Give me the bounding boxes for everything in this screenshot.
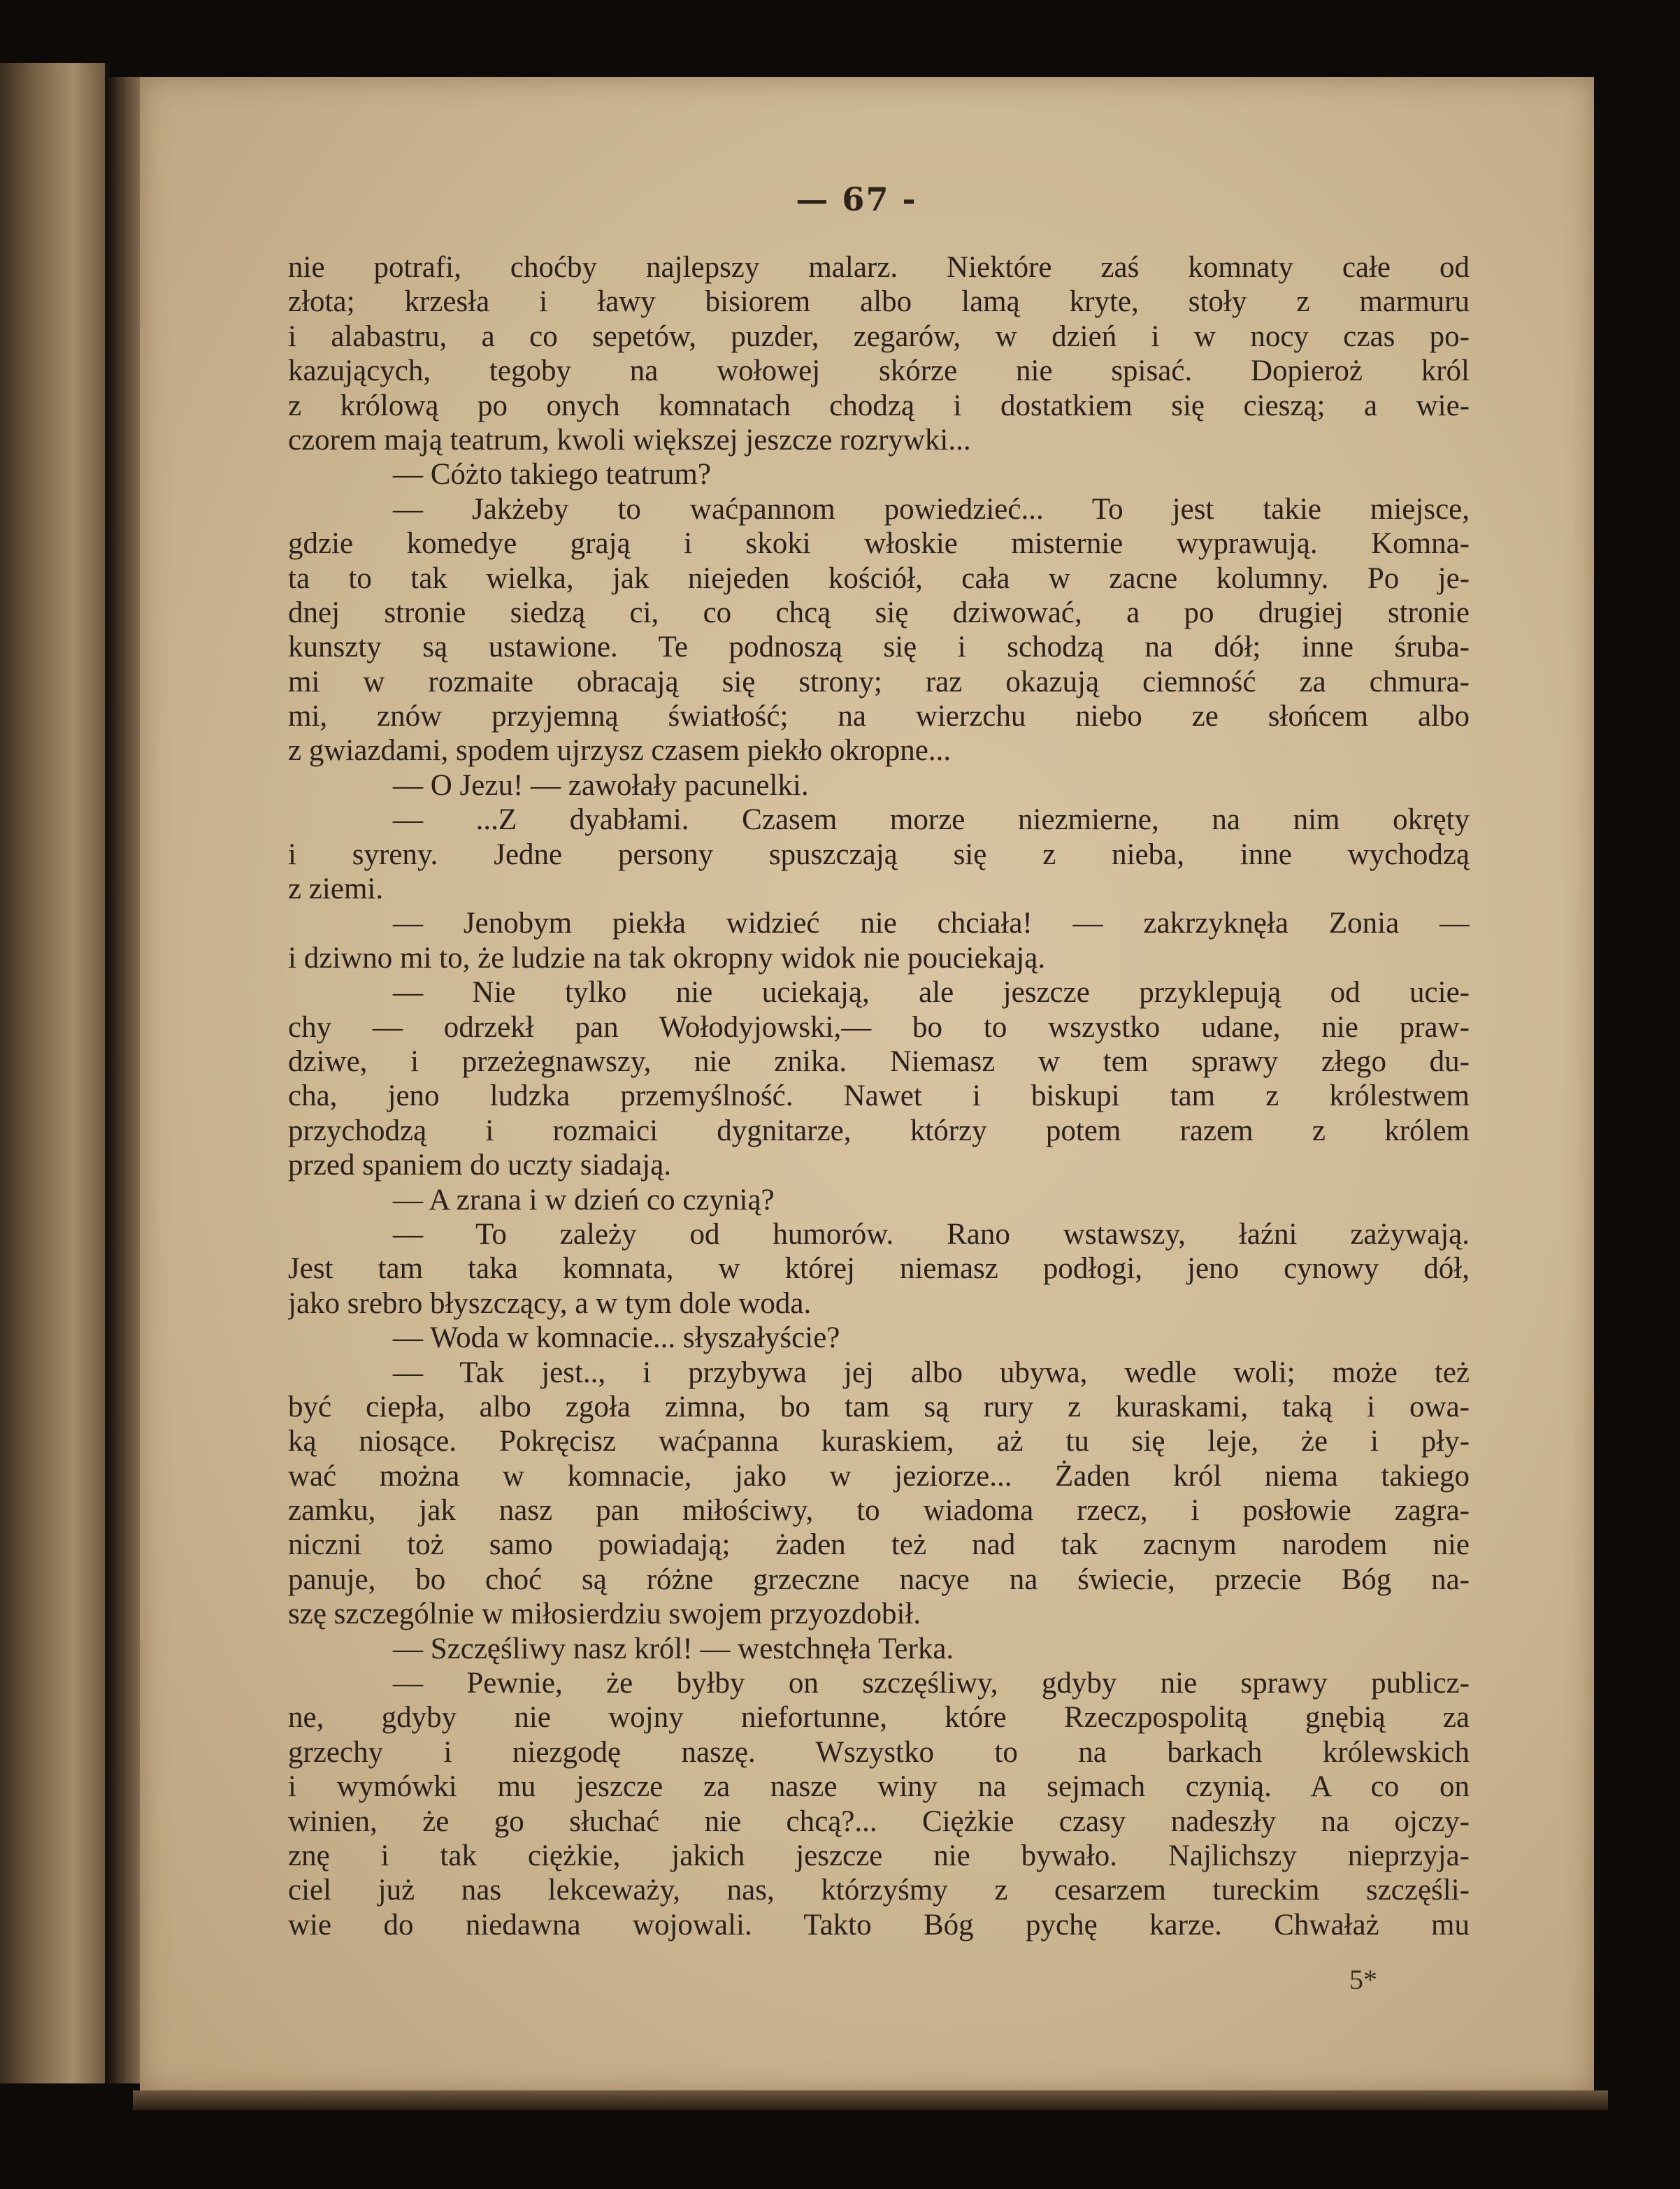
- text-line: i syreny. Jedne persony spuszczają się z nieba, inne wychodzą: [288, 838, 1470, 871]
- text-line: przychodzą i rozmaici dygnitarze, którzy potem razem z królem: [288, 1114, 1470, 1147]
- text-line: — Pewnie, że byłby on szczęśliwy, gdyby nie sprawy publicz-: [393, 1667, 1470, 1700]
- text-line: dziwe, i przeżegnawszy, nie znika. Niemasz w tem sprawy złego du-: [288, 1045, 1470, 1078]
- text-line: — To zależy od humorów. Rano wstawszy, łaźni zażywają.: [393, 1217, 1470, 1251]
- text-line: — Szczęśliwy nasz król! — westchnęła Terka.: [393, 1632, 954, 1665]
- text-line: mi, znów przyjemną światłość; na wierzchu niebo ze słońcem albo: [288, 700, 1470, 733]
- text-line: — Cóżto takiego teatrum?: [393, 458, 711, 491]
- text-line: i dziwno mi to, że ludzie na tak okropny widok nie pouciekają.: [288, 941, 1046, 975]
- text-line: ta to tak wielka, jak niejeden kościół, cała w zacne kolumny. Po je-: [288, 561, 1470, 595]
- text-line: — Woda w komnacie... słyszałyście?: [393, 1321, 840, 1355]
- text-line: nie potrafi, choćby najlepszy malarz. Niektóre zaś komnaty całe od: [288, 251, 1470, 284]
- text-line: dnej stronie siedzą ci, co chcą się dziwować, a po drugiej stronie: [288, 596, 1470, 629]
- text-line: ciel już nas lekceważy, nas, którzyśmy z cesarzem tureckim szczęśli-: [288, 1874, 1470, 1907]
- page-bottom-edge: [133, 2090, 1608, 2110]
- text-line: i alabastru, a co sepetów, puzder, zegarów, w dzień i w nocy czas po-: [288, 320, 1470, 353]
- text-line: gdzie komedye grają i skoki włoskie misternie wyprawują. Komna-: [288, 527, 1470, 561]
- text-line: — A zrana i w dzień co czynią?: [393, 1183, 775, 1216]
- body-text: [288, 250, 1470, 1942]
- signature-mark: 5*: [1349, 1964, 1377, 1995]
- text-line: ką niosące. Pokręcisz waćpanna kuraskiem, aż tu się leje, że i pły-: [288, 1425, 1470, 1458]
- text-line: czorem mają teatrum, kwoli większej jeszcze rozrywki...: [288, 423, 971, 457]
- text-line: — Jenobym piekła widzieć nie chciała! — zakrzyknęła Zonia —: [393, 907, 1470, 940]
- text-line: cha, jeno ludzka przemyślność. Nawet i biskupi tam z królestwem: [288, 1079, 1470, 1113]
- text-line: jako srebro błyszczący, a w tym dole woda.: [288, 1286, 812, 1320]
- text-line: i wymówki mu jeszcze za nasze winy na sejmach czynią. A co on: [288, 1770, 1470, 1804]
- text-line: przed spaniem do uczty siadają.: [288, 1149, 672, 1182]
- text-line: zamku, jak nasz pan miłościwy, to wiadoma rzecz, i posłowie zagra-: [288, 1494, 1470, 1528]
- text-line: chy — odrzekł pan Wołodyjowski,— bo to wszystko udane, nie praw-: [288, 1010, 1470, 1044]
- text-line: z królową po onych komnatach chodzą i dostatkiem się cieszą; a wie-: [288, 389, 1470, 422]
- text-line: znę i tak ciężkie, jakich jeszcze nie bywało. Najlichszy nieprzyja-: [288, 1839, 1470, 1872]
- text-line: z ziemi.: [288, 873, 384, 906]
- text-line: — Nie tylko nie uciekają, ale jeszcze przyklepują od ucie-: [393, 976, 1470, 1010]
- text-line: wać można w komnacie, jako w jeziorze... Żaden król niema takiego: [288, 1459, 1470, 1493]
- text-line: mi w rozmaite obracają się strony; raz okazują ciemność za chmura-: [288, 665, 1470, 698]
- page-number: — 67 -: [796, 180, 917, 218]
- text-line: — ...Z dyabłami. Czasem morze niezmierne, na nim okręty: [393, 803, 1470, 837]
- text-line: Jest tam taka komnata, w której niemasz podłogi, jeno cynowy dół,: [288, 1252, 1470, 1286]
- text-line: winien, że go słuchać nie chcą?... Ciężkie czasy nadeszły na ojczy-: [288, 1804, 1470, 1838]
- text-line: grzechy i niezgodę naszę. Wszystko to na barkach królewskich: [288, 1735, 1470, 1769]
- text-line: panuje, bo choć są różne grzeczne nacye na świecie, przecie Bóg na-: [288, 1563, 1470, 1596]
- text-line: — O Jezu! — zawołały pacunelki.: [393, 768, 809, 802]
- text-line: — Jakżeby to waćpannom powiedzieć... To jest takie miejsce,: [393, 492, 1470, 526]
- text-line: szę szczególnie w miłosierdziu swojem przyozdobił.: [288, 1598, 921, 1631]
- text-line: złota; krzesła i ławy bisiorem albo lamą kryte, stoły z marmuru: [288, 285, 1470, 319]
- text-line: kazujących, tegoby na wołowej skórze nie spisać. Dopieroż król: [288, 354, 1470, 388]
- text-line: wie do niedawna wojowali. Takto Bóg pychę karze. Chwałaż mu: [288, 1908, 1470, 1942]
- text-line: kunszty są ustawione. Te podnoszą się i schodzą na dół; inne śruba-: [288, 631, 1470, 664]
- text-line: ne, gdyby nie wojny niefortunne, które Rzeczpospolitą gnębią za: [288, 1701, 1470, 1735]
- text-line: być ciepła, albo zgoła zimna, bo tam są rury z kuraskami, taką i owa-: [288, 1390, 1470, 1423]
- text-line: — Tak jest.., i przybywa jej albo ubywa, wedle woli; może też: [393, 1356, 1470, 1389]
- text-line: z gwiazdami, spodem ujrzysz czasem piekło okropne...: [288, 734, 952, 768]
- text-line: niczni toż samo powiadają; żaden też nad tak zacnym narodem nie: [288, 1528, 1470, 1562]
- left-page-edge: [0, 63, 109, 2083]
